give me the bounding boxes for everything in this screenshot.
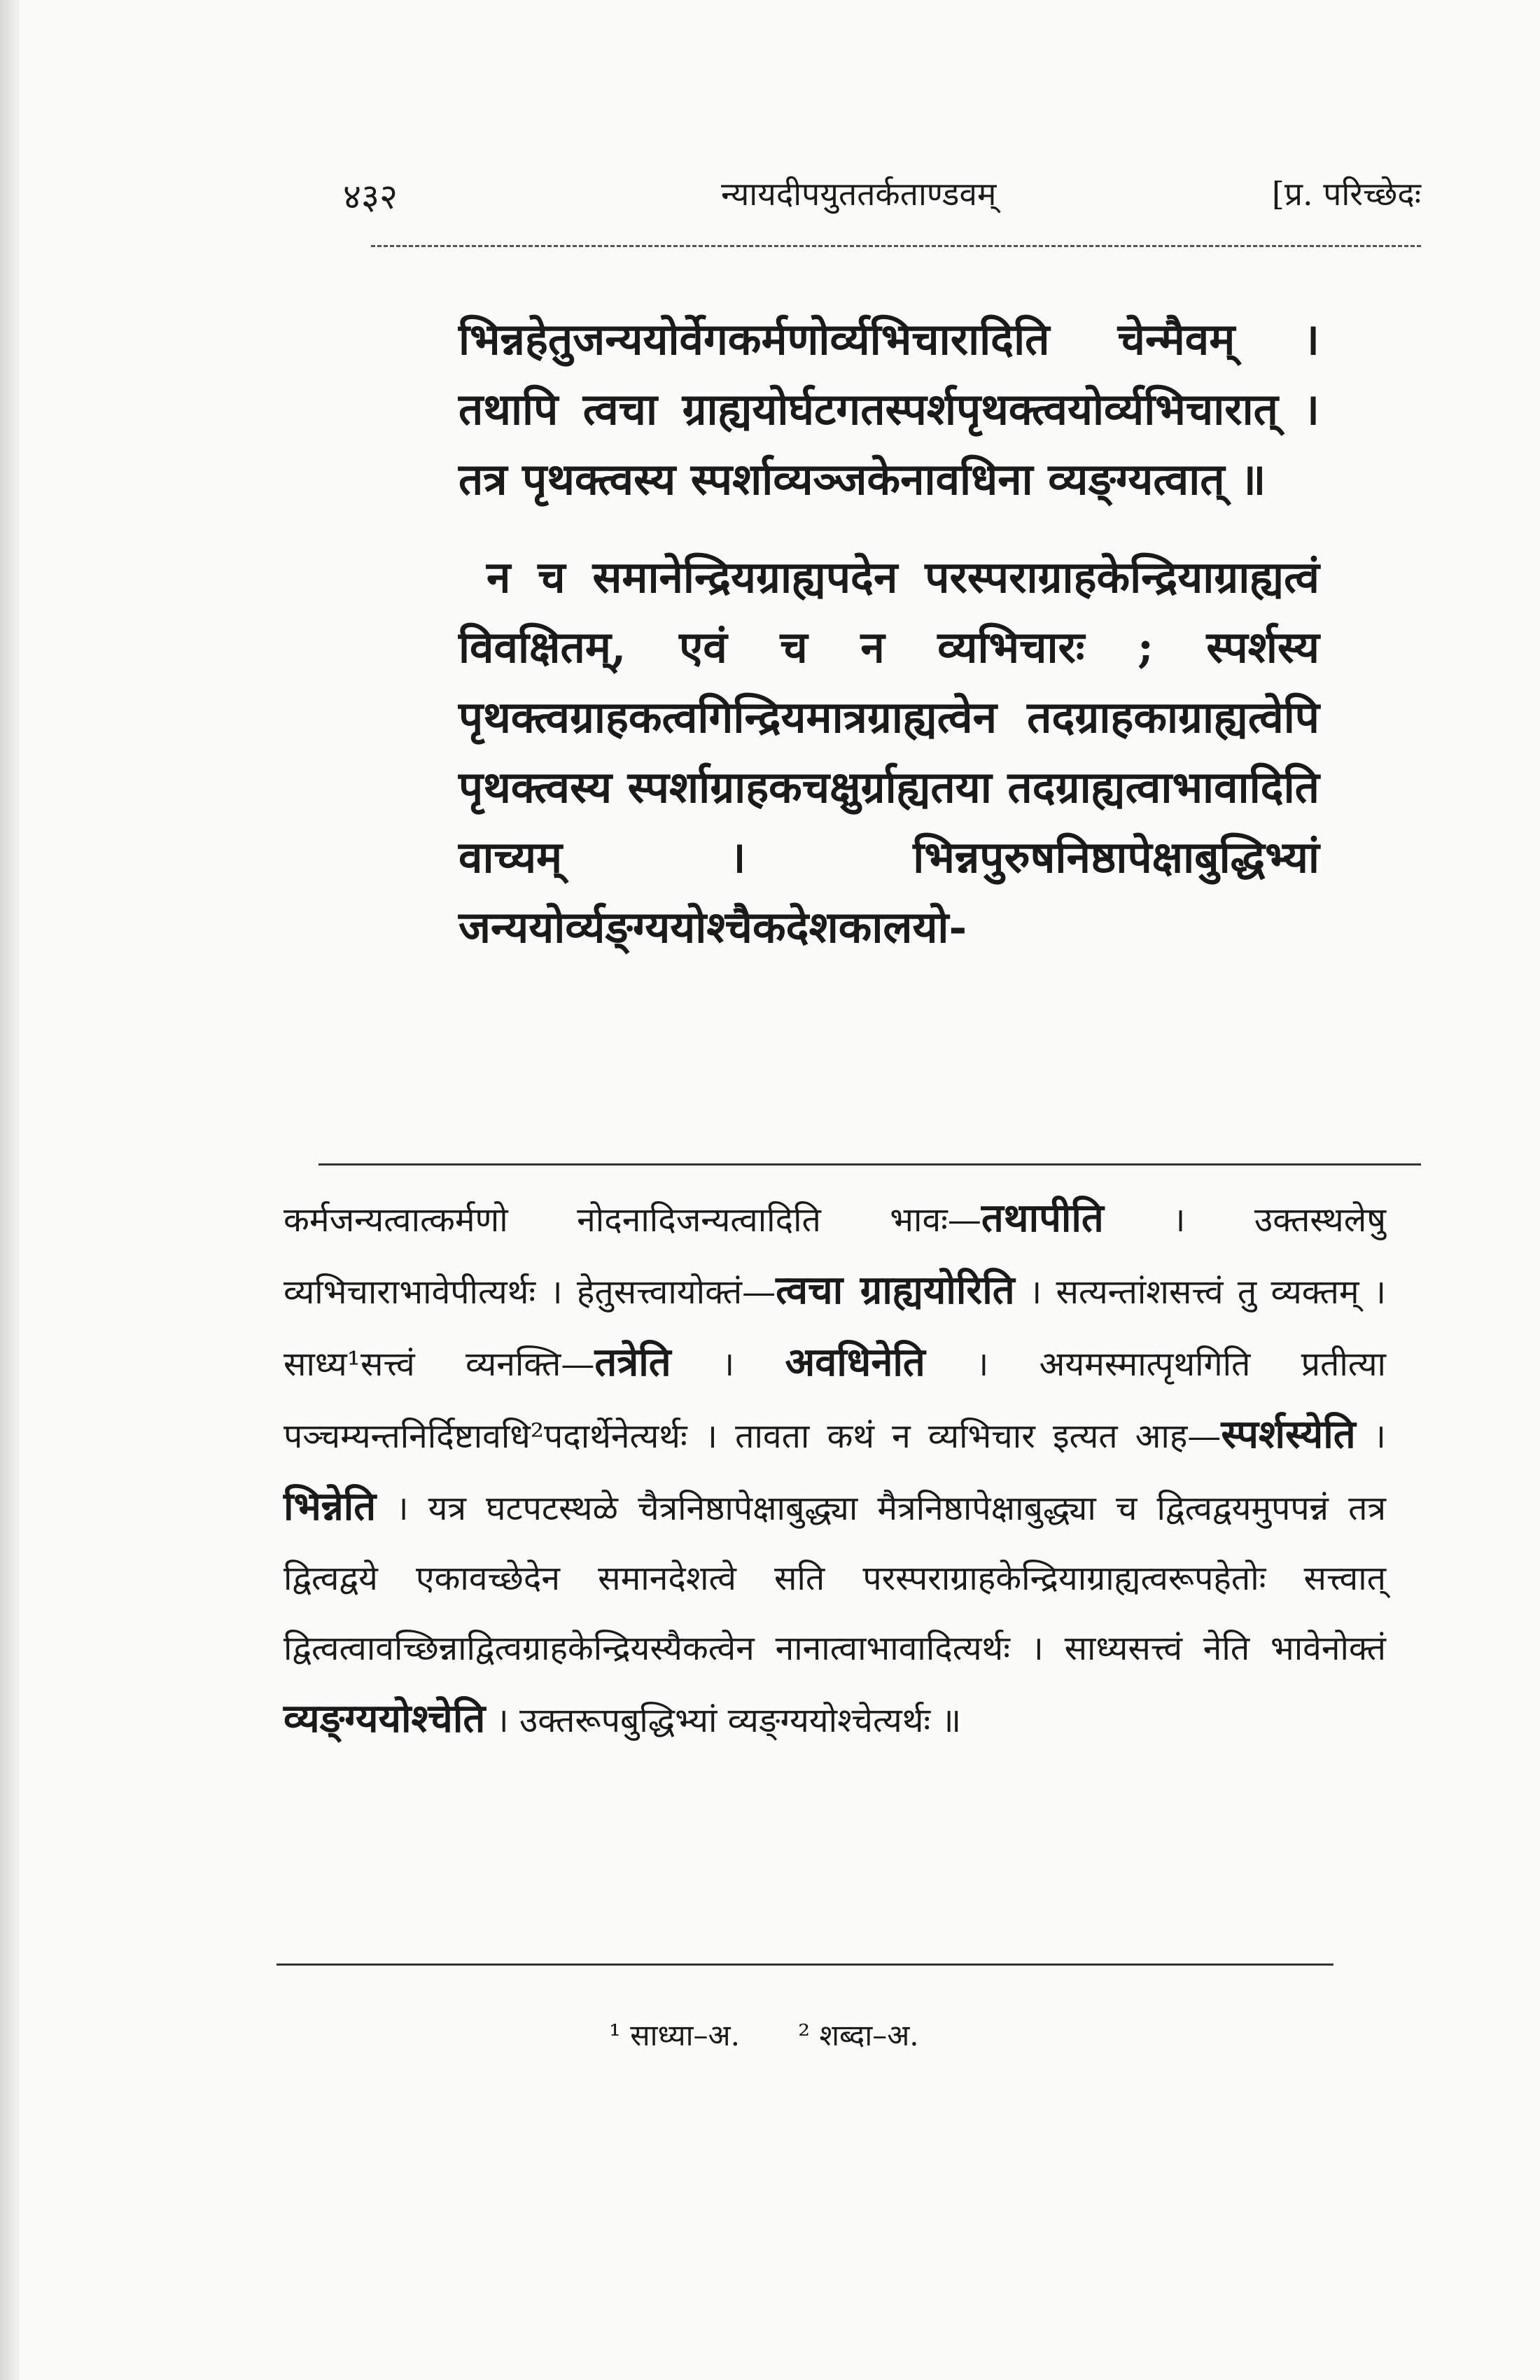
footnote: ² शब्दा–अ. (798, 2018, 919, 2052)
binding-edge (0, 0, 20, 2380)
commentary-keyword: अवधिनेति (785, 1339, 925, 1385)
commentary-keyword: स्पर्शस्येति (1221, 1411, 1356, 1457)
commentary-text: । सत्यन्तांशसत्त्वं तु व्यक्तम् । साध्य¹सत्त्वं व्यनक्ति— (284, 1273, 1387, 1384)
commentary-keyword: तत्रेति (594, 1339, 671, 1385)
main-text (458, 304, 1320, 962)
commentary-text: । उक्तस्थलेषु व्यभिचाराभावेपीत्यर्थः । हेतुसत्त्वायोक्तं— (284, 1200, 1386, 1312)
footnote: ¹ साध्या–अ. (609, 2018, 740, 2052)
running-title: न्यायदीपयुततर्कताण्डवम् (721, 175, 997, 213)
commentary-keyword: भिन्नेति (284, 1483, 377, 1530)
header-divider (371, 245, 1421, 247)
commentary (284, 1183, 1386, 1756)
commentary-text: । उक्तरूपबुद्धिभ्यां व्यङ्ग्ययोश्चेत्यर्थः ॥ (485, 1701, 962, 1740)
commentary-text: । (671, 1345, 785, 1384)
section-label: [प्र. परिच्छेदः (1271, 175, 1421, 213)
commentary-keyword: व्यङ्ग्ययोश्चेति (284, 1695, 486, 1742)
commentary-keyword: तथापीति (981, 1195, 1104, 1241)
commentary-text: कर्मजन्यत्वात्कर्मणो नोदनादिजन्यत्वादिति भावः— (284, 1200, 981, 1240)
commentary-keyword: त्वचा ग्राह्ययोरिति (776, 1267, 1015, 1313)
main-paragraph: न च समानेन्द्रियग्राह्यपदेन परस्पराग्राहकेन्द्रियाग्राह्यत्वं विवक्षितम्, एवं च न व्यभिचारः ; स्पर्शस्य पृथक्त्वग्राहकत्वगिन्द्रियमात्रग्राह्यत्वेन तदग्राहकाग्राह्यत्वेपि पृथक्त्वस्य स्पर्शाग्राहकचक्षुर्ग्राह्यतया तदग्राह्यत्वाभावादिति वाच्यम् । भिन्नपुरुषनिष्ठापेक्षाबुद्धिभ्यां जन्ययोर्व्यङ्ग्ययोश्चैकदेशकालयो- (458, 552, 1320, 953)
footnote-divider (276, 1963, 1334, 1966)
commentary-paragraph (284, 1183, 1386, 1756)
page-number: ४३२ (343, 176, 398, 217)
commentary-text: । यत्र घटपटस्थळे चैत्रनिष्ठापेक्षाबुद्ध्या मैत्रनिष्ठापेक्षाबुद्ध्या च द्वित्वद्वयमुपपन्नं तत्र द्वित्वद्वये एकावच्छेदेन समानदेशत्वे सति परस्पराग्राहकेन्द्रियाग्राह्यत्वरूपहेतोः सत्त्वात् द्वित्वत्वावच्छिन्नाद्वित्वग्राहकेन्द्रियस्यैकत्वेन नानात्वाभावादित्यर्थः । साध्यसत्त्वं नेति भावेनोक्तं (284, 1489, 1386, 1668)
commentary-text: । अयमस्मात्पृथगिति प्रतीत्या पञ्चम्यन्तनिर्दिष्टावधि²पदार्थेनेत्यर्थः । तावता कथं न व्यभिचार इत्यत आह— (284, 1345, 1386, 1456)
commentary-text: । (1355, 1417, 1386, 1456)
main-paragraph: भिन्नहेतुजन्ययोर्वेगकर्मणोर्व्यभिचारादिति चेन्मैवम् । तथापि त्वचा ग्राह्ययोर्घटगतस्पर्शपृथक्त्वयोर्व्यभिचारात् । तत्र पृथक्त्वस्य स्पर्शाव्यञ्जकेनावधिना व्यङ्ग्यत्वात् ॥ (458, 314, 1320, 505)
footnotes (609, 2015, 1169, 2054)
page-header (343, 172, 1421, 234)
commentary-divider (318, 1163, 1421, 1166)
